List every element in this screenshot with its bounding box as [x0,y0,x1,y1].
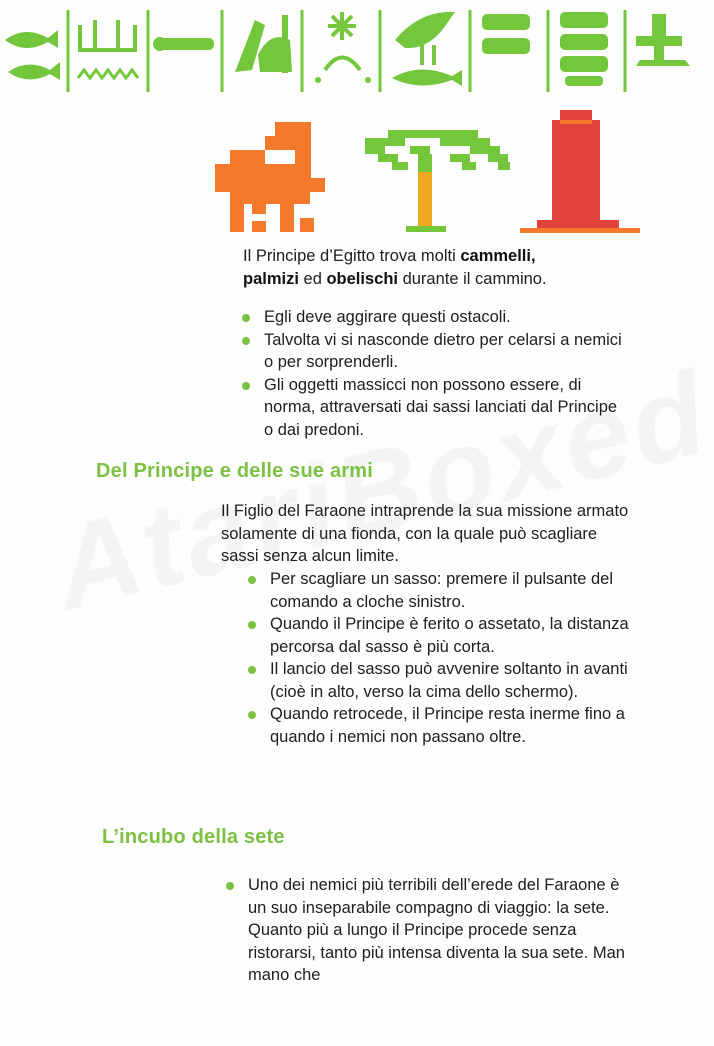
thirst-list [224,874,634,987]
list-item [246,613,634,658]
intro-text-2: ed [298,269,327,288]
list-item [246,658,634,703]
obstacle-list [240,306,630,441]
intro-paragraph [243,245,643,290]
list-item-text: Talvolta vi si nasconde dietro per celarsi a nemici o per sorprenderli. [264,330,622,371]
bar-glyph [153,37,214,51]
list-item [246,568,634,613]
list-item-text: Quando il Principe è ferito o assetato, la distanza percorsa dal sasso è più corta. [270,615,629,656]
intro-bold-palms: palmizi [243,269,299,288]
list-item-text: Gli oggetti massicci non possono essere, di norma, attraversati dai sassi lanciati dal Principe o dai predoni. [264,375,618,439]
list-item-text: Il lancio del sasso può avvenire soltanto in avanti (cioè in alto, verso la cima dello schermo). [270,660,628,701]
list-item-text: Uno dei nemici più terribili dell’erede del Faraone è un suo inseparabile compagno di viaggio: la sete. Quanto più a lungo il Principe procede senza ristorarsi, tanto più intensa diventa la sua sete. Man mano che [248,876,625,984]
section-heading-thirst: L’incubo della sete [102,826,285,848]
weapons-intro-paragraph: Il Figlio del Faraone intraprende la sua missione armato solamente di una fionda, con la quale può scagliare sassi senza alcun limite. [221,502,629,565]
fish-glyph [5,30,60,80]
list-item-text: Quando retrocede, il Principe resta inerme fino a quando i nemici non passano oltre. [270,705,625,746]
obelisk-icon [520,110,640,233]
camel-icon [215,122,325,232]
list-item-text: Per scagliare un sasso: premere il pulsante del comando a cloche sinistro. [270,570,614,611]
intro-text-1: Il Principe d’Egitto trova molti [243,247,461,265]
bowls-glyph [482,12,608,86]
palm-tree-icon [365,130,510,232]
bullet-dot-icon [242,382,250,390]
bullet-dot-icon [226,882,234,890]
vulture-glyph [235,15,292,73]
section-heading-weapons: Del Principe e delle sue armi [96,460,374,482]
bullet-dot-icon [248,621,256,629]
list-item [246,703,634,748]
hieroglyph-band [0,0,714,100]
reed-glyph [78,20,138,78]
bird-glyph [392,12,462,86]
bullet-dot-icon [242,337,250,345]
list-item [240,374,630,442]
intro-bold-obelisks: obelischi [326,269,398,288]
bullet-dot-icon [248,666,256,674]
bullet-dot-icon [248,576,256,584]
list-item [224,874,634,987]
intro-bold-camels: cammelli, [460,247,536,265]
star-glyph [315,12,371,83]
intro-text-3: durante il cammino. [398,269,547,288]
list-item-text: Egli deve aggirare questi ostacoli. [264,308,511,326]
bullet-dot-icon [248,711,256,719]
ankh-glyph [636,14,690,66]
list-item [240,306,630,329]
weapons-list [246,568,634,748]
list-item [240,329,630,374]
obstacle-illustrations [0,105,714,240]
bullet-dot-icon [242,314,250,322]
